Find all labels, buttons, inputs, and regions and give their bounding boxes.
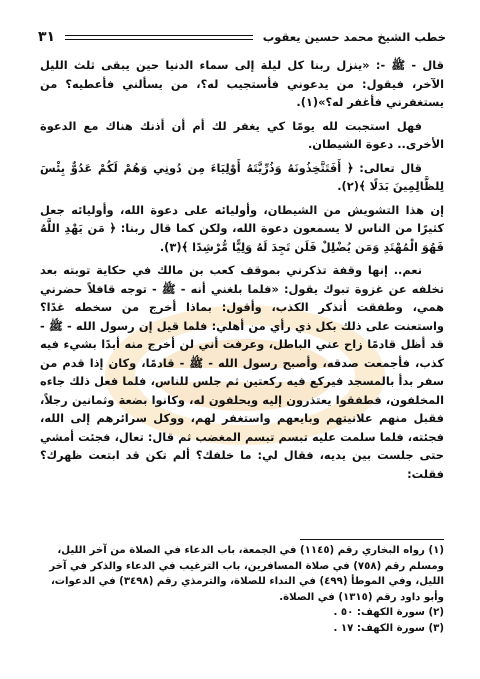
header-title: خطب الشيخ محمد حسين يعقوب <box>262 30 446 44</box>
header-divider <box>65 35 253 40</box>
footnote-divider <box>300 539 444 540</box>
paragraph-kaab-story: نعم.. إنها وقفة تذكرني بموقف كعب بن مالك في حكاية توبته بعد تخلفه عن غزوة تبوك يقول: «فلما بلغني أنه - ﷺ - توجه قافلاً حضرني همي، وطفقت أتذكر الكذب، وأقول: بماذا أخرج من سخطه غدًا؟ واستعنت على ذلك بكل ذي رأي من أهلي: فلما قيل إن رسول الله - ﷺ - قد أظل قادمًا زاح عني الباطل، وعرفت أني لن أخرج منه أبدًا بشيء فيه كذب، فأجمعت صدقه، وأصبح رسول الله - ﷺ - قادمًا، وكان إذا قدم من سفر بدأ بالمسجد فيركع فيه ركعتين ثم جلس للناس، فلما فعل ذلك جاءه المخلفون، فطفقوا يعتذرون إليه ويحلفون له، وكانوا بضعة وثمانين رجلاً، فقبل منهم علانيتهم وبايعهم واستغفر لهم، ووكل سرائرهم إلى الله، فجئته، فلما سلمت عليه تبسم تبسم المغضب ثم قال: تعال، فجئت أمشي حتى جلست بين يديه، فقال لي: ما خلفك؟ ألم تكن قد ابتعت ظهرك؟ فقلت: <box>40 263 444 481</box>
running-header <box>38 26 446 48</box>
footnote-3: (٣) سورة الكهف: ١٧ . <box>333 622 444 634</box>
footnote-1: (١) رواه البخاري رقم (١١٤٥) في الجمعة، باب الدعاء في الصلاة من آخر الليل، ومسلم رقم (٧٥٨) في صلاة المسافرين، باب الترغيب في الدعاء والذكر في آخر الليل، وفي الموطأ (٤٩٩) في النداء للصلاة، والترمذي رقم (٣٤٩٨) في الدعوات، وأبو داود رقم (١٣١٥) في الصلاة. <box>49 545 444 603</box>
paragraph-verse-kahf-17: إن هذا التشويش من الشيطان، وأوليائه على دعوة الله، وأوليائه جعل كثيرًا من الناس لا يسمعون دعوة الله، ولكن كما قال ربنا: ﴿ مَن يَهْدِ اللَّهُ فَهُوَ الْمُهْتَدِ وَمَن يُضْلِلْ فَلَن تَجِدَ لَهُ وَلِيًّا مُّرْشِدًا ﴾(٣). <box>40 202 444 254</box>
footnote-2: (٢) سورة الكهف: ٥٠ . <box>333 607 444 618</box>
paragraph-question: فهل استجبت لله يومًا كي يغفر لك أم أن أذنك هناك مع الدعوة الأخرى.. دعوة الشيطان. <box>40 118 444 151</box>
paragraph-verse-kahf-50: قال تعالى: ﴿ أَفَتَتَّخِذُونَهُ وَذُرِّيَّتَهُ أَوْلِيَاءَ مِن دُونِي وَهُمْ لَكُمْ عَدُوٌّ بِئْسَ لِلظَّالِمِينَ بَدَلًا ﴾(٢). <box>40 160 444 193</box>
page-number: ٣١ <box>38 29 56 45</box>
main-text <box>40 56 444 488</box>
paragraph-hadith: قال - ﷺ -: «ينزل ربنا كل ليلة إلى سماء الدنيا حين يبقى ثلث الليل الآخر، فيقول: من يدعوني فأستجيب له؟، من يسألني فأعطيه؟ من يستغفرني فأغفر له؟»(١). <box>40 58 444 109</box>
footnotes <box>40 543 444 636</box>
